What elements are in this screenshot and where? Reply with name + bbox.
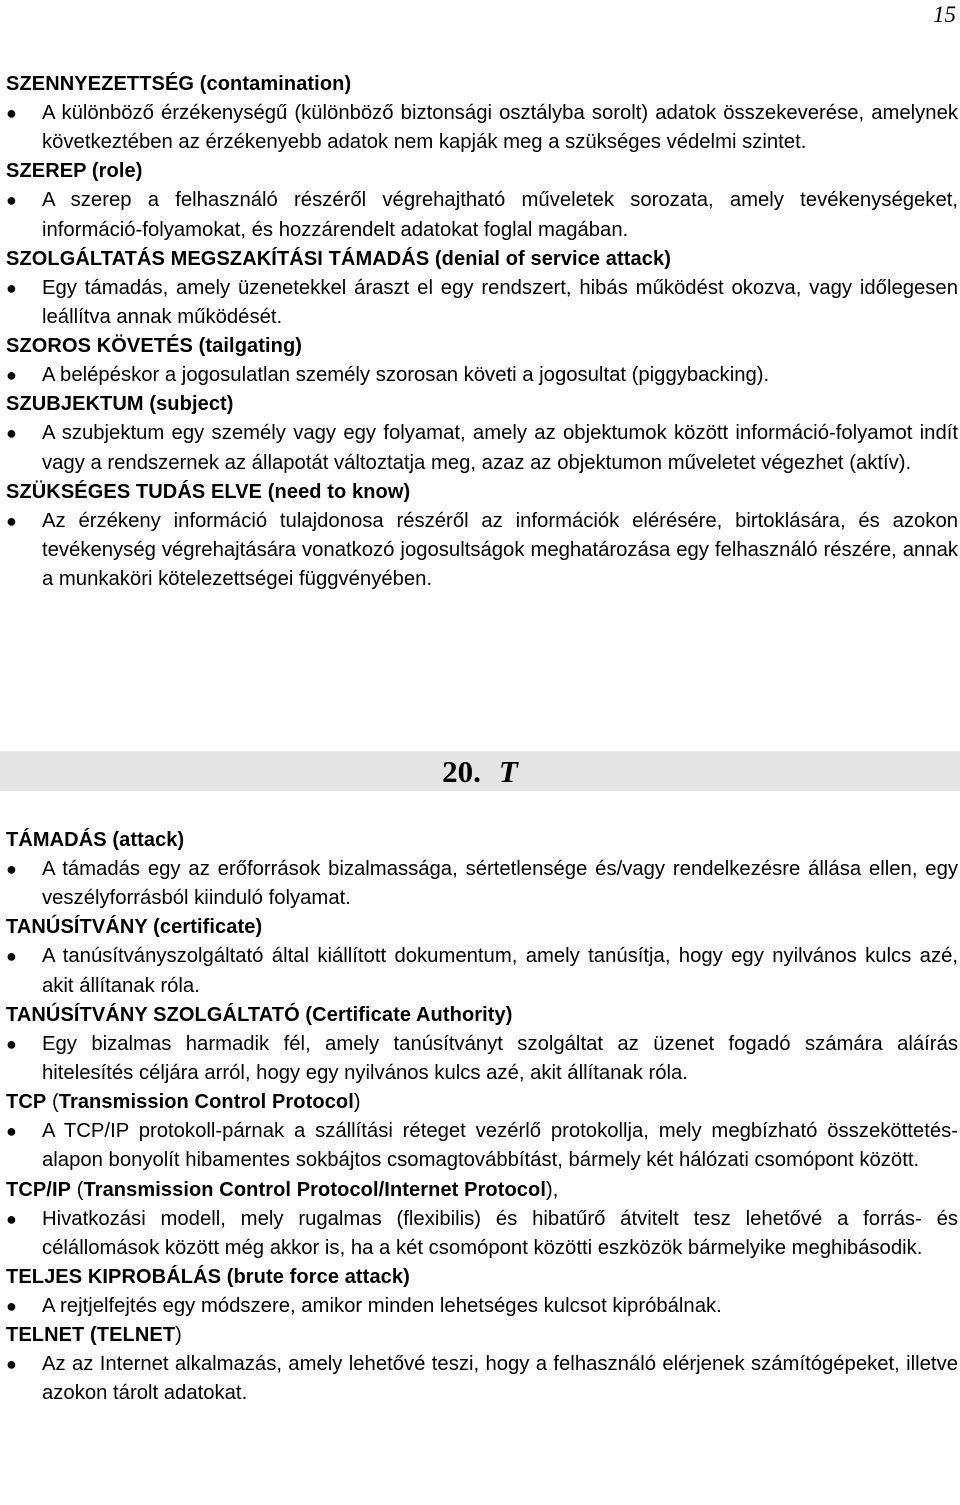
bullet-icon: ● xyxy=(6,1208,17,1229)
entry-definition: Hivatkozási modell, mely rugalmas (flexibilis) és hibatűrő átvitelt tesz lehetővé a forrás- és célállomások között még akkor is, ha a két csomópont közötti eszközök bármelyike meghibásodik. xyxy=(42,1207,958,1259)
term-abbr: TCP xyxy=(6,1091,47,1114)
entry-definition: A szubjektum egy személy vagy egy folyamat, amely az objektumok között információ-folyamot indít vagy a rendszernek az állapotát változtatja meg, azaz az objektumon műveletet végezhet (aktív). xyxy=(42,422,958,474)
entry-term: SZUBJEKTUM (subject) xyxy=(6,393,234,416)
glossary-entry xyxy=(6,1263,958,1321)
entry-term xyxy=(6,1321,958,1350)
glossary-entry xyxy=(6,1176,958,1263)
term-abbr: TCP/IP xyxy=(6,1178,72,1201)
term-paren-open: ( xyxy=(71,1178,84,1201)
entry-definition: A belépéskor a jogosulatlan személy szorosan követi a jogosultat (piggybacking). xyxy=(42,364,770,387)
entry-definition: Az az Internet alkalmazás, amely lehetővé teszi, hogy a felhasználó elérjenek számítógépeket, illetve azokon tárolt adatokat. xyxy=(42,1353,958,1405)
glossary-entry xyxy=(6,1321,958,1408)
entry-term xyxy=(6,1088,958,1117)
chapter-number: 20. xyxy=(442,754,481,789)
glossary-entry xyxy=(6,478,958,595)
glossary-entry xyxy=(6,1001,958,1088)
term-abbr: TELNET (TELNET xyxy=(6,1324,176,1347)
bullet-icon: ● xyxy=(6,190,17,211)
glossary-section-s xyxy=(6,70,958,594)
entry-definition: A rejtjelfejtés egy módszere, amikor minden lehetséges kulcsot kipróbálnak. xyxy=(42,1295,722,1318)
bullet-icon: ● xyxy=(6,859,17,879)
glossary-entry xyxy=(6,913,958,1000)
glossary-entry xyxy=(6,332,958,390)
entry-definition: A TCP/IP protokoll-párnak a szállítási réteget vezérlő protokollja, mely megbízható összeköttetés-alapon bonyolít hibamentes sokbájtos csomagtovábbítást, bármely két hálózati csomópont között. xyxy=(42,1120,958,1172)
entry-term xyxy=(6,1176,958,1205)
term-paren-close: ), xyxy=(546,1178,559,1201)
glossary-entry xyxy=(6,826,958,913)
entry-definition: Az érzékeny információ tulajdonosa részéről az információk elérésére, birtoklására, és azokon tevékenység végrehajtására vonatkozó jogosultságok meghatározása egy felhasználó részére, annak a munkaköri kötelezettségei függvényében. xyxy=(42,509,958,591)
entry-term: TÁMADÁS (attack) xyxy=(6,829,185,851)
bullet-icon: ● xyxy=(6,423,17,444)
bullet-icon: ● xyxy=(6,1033,17,1054)
bullet-icon: ● xyxy=(6,1121,17,1142)
chapter-heading xyxy=(0,753,960,791)
entry-definition: A különböző érzékenységű (különböző biztonsági osztályba sorolt) adatok összekeverése, amelynek következtében az érzékenyebb adatok nem kapják meg a szükséges védelmi szintet. xyxy=(42,102,958,154)
bullet-icon: ● xyxy=(6,277,17,298)
glossary-entry xyxy=(6,157,958,244)
glossary-entry xyxy=(6,70,958,157)
bullet-icon: ● xyxy=(6,510,17,531)
term-paren-close: ) xyxy=(175,1324,182,1347)
bullet-icon: ● xyxy=(6,1354,17,1375)
entry-definition: A tanúsítványszolgáltató által kiállított dokumentum, amely tanúsítja, hogy egy nyilvános kulcs azé, akit állítanak róla. xyxy=(42,945,958,997)
entry-definition: A szerep a felhasználó részéről végrehajtható műveletek sorozata, amely tevékenységeket, információ-folyamokat, és hozzárendelt adatokat foglal magában. xyxy=(42,189,958,241)
entry-term: TELJES KIPROBÁLÁS (brute force attack) xyxy=(6,1266,410,1289)
glossary-section-t xyxy=(6,826,958,1409)
glossary-entry xyxy=(6,1088,958,1175)
entry-term: TANÚSÍTVÁNY (certificate) xyxy=(6,916,263,939)
term-paren-close: ) xyxy=(353,1091,361,1114)
term-expansion: Transmission Control Protocol xyxy=(58,1091,354,1114)
bullet-icon: ● xyxy=(6,103,17,123)
entry-term: SZOLGÁLTATÁS MEGSZAKÍTÁSI TÁMADÁS (denial of service attack) xyxy=(6,247,671,270)
glossary-entry xyxy=(6,390,958,477)
term-paren-open: ( xyxy=(46,1091,59,1114)
entry-term: SZENNYEZETTSÉG (contamination) xyxy=(6,73,352,95)
entry-definition: Egy bizalmas harmadik fél, amely tanúsítványt szolgáltat az üzenet fogadó számára aláírás hitelesítés céljára arról, hogy egy nyilvános kulcs azé, akit állítanak róla. xyxy=(42,1032,958,1085)
bullet-icon: ● xyxy=(6,1296,17,1317)
entry-term: SZOROS KÖVETÉS (tailgating) xyxy=(6,335,303,358)
glossary-entry xyxy=(6,245,958,332)
entry-term: TANÚSÍTVÁNY SZOLGÁLTATÓ (Certificate Authority) xyxy=(6,1003,513,1026)
entry-definition: Egy támadás, amely üzenetekkel áraszt el egy rendszert, hibás működést okozva, vagy időlegesen leállítva annak működését. xyxy=(42,276,958,329)
term-expansion: Transmission Control Protocol/Internet Protocol xyxy=(83,1178,547,1201)
bullet-icon: ● xyxy=(6,946,17,967)
bullet-icon: ● xyxy=(6,365,17,386)
page-number: 15 xyxy=(933,2,956,27)
entry-term: SZEREP (role) xyxy=(6,160,143,183)
entry-term: SZÜKSÉGES TUDÁS ELVE (need to know) xyxy=(6,480,411,503)
entry-definition: A támadás egy az erőforrások bizalmassága, sértetlensége és/vagy rendelkezésre állása ellen, egy veszélyforrásból kiinduló folyamat. xyxy=(42,858,958,910)
chapter-letter: T xyxy=(498,754,518,789)
